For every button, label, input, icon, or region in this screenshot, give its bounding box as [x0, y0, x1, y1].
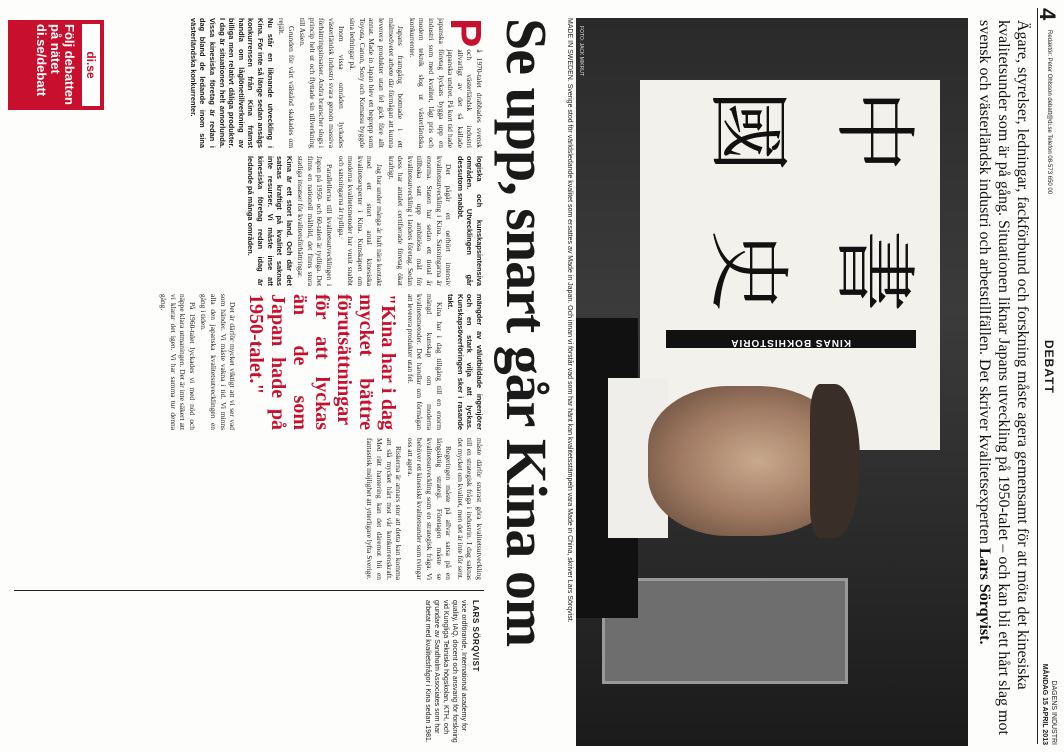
- article-column-3: [8, 294, 484, 430]
- paragraph: å 1970-talet drabbades svensk och västerländsk industri allvarligt av det så kallade japanska undret. På kort tid hade japanska företag lyckats bygga upp en industri som med kvalitet, lågt pris och modern teknik slog ut västerländska konkurrenter.: [407, 18, 484, 148]
- top-rule: [1037, 8, 1038, 744]
- paragraph: Jag har under många år haft nära kontakt med ett stort antal kinesiska kvalitetsexperter i Kina. Kunskapen om moderna kvalitetsmetoder har vuxit snabbt och satsningarna är tydliga.: [336, 156, 385, 286]
- paragraph-lead: logiska och kunskapsintensiva områden. Utvecklingen går dessutom snabbt.: [455, 156, 484, 286]
- paragraph-lead: mängder av välutbildade ingenjörer och en stark vilja att lyckas. Kunskapsöverföringen sker i rasande takt.: [446, 294, 484, 430]
- ingress: [974, 20, 1032, 740]
- issue-date: MÅNDAG 15 APRIL 2013: [1041, 663, 1048, 745]
- editor-line: Redaktör: Peter Ohlsson debatt@di.se Telefon 08-573 650 00: [1046, 30, 1052, 195]
- photo-credit: FOTO: JACK MIKRUT: [578, 26, 584, 76]
- pull-quote: "Kina har i dag mycket bättre förutsättningar för att lyckas än de som Japan hade på 1950-talet.": [245, 294, 400, 430]
- paragraph: Inom vissa områden lyckades västerländsk industri svara genom massiva förbättringsinsatser. Andra branscher slogs i princip helt ut och flyttade sin tillverkning till Asien.: [298, 18, 346, 148]
- bio-name: LARS SÖRQVIST: [471, 600, 480, 672]
- paper-name: DAGENS INDUSTRI: [1050, 680, 1057, 745]
- headline: Se upp, snart går Kina om: [494, 18, 559, 647]
- column-rule: [14, 590, 484, 591]
- ingress-text: Ägare, styrelser, ledningar, fackförbund och forskning måste agera gemensamt för att möta det kinesiska kvalitetsunder som är på gång. Situationen liknar Japans utveckling på 1950-talet – och kan bli ett hårt slag mot svensk och västerländsk industri och arbetstillfällen. Det skriver kvalitetsexperten: [976, 20, 1031, 735]
- book-char-3: 書: [826, 230, 921, 313]
- paragraph: Parallellerna till kvalitetsutvecklingen i Japan på 1950- och 60-talen är tydliga. Det finns en nationell målbild, det finns stora statliga insatser för kvalitetsförbättringar.: [296, 156, 335, 286]
- paragraph: Grunden för vårt välstånd skakades om rejält.: [277, 18, 296, 148]
- paragraph: Regeringen måste på allvar satsa på en långsiktig strategi. Företagen måste se kvalitetsutveckling som en strategisk fråga. Vi behöver ett kinesiskt kvalitetsunder som tvingar oss att agera.: [405, 438, 454, 580]
- article-photo: [576, 18, 968, 746]
- page-number: 4: [1035, 8, 1060, 21]
- drop-cap: P: [441, 18, 490, 48]
- book-spine: KINAS BOKHISTORIA: [666, 330, 916, 348]
- photo-caption: MADE IN SWEDEN. Sverige stod för världsledande kvalitet som ersattes av Made in Japan. Och innan vi förstår vad som har hänt kan kvalitetsstämpeln vara Made in China, skriver Lars Sörqvist.: [566, 18, 573, 623]
- portrait-hair: [810, 384, 860, 538]
- author-bio: [423, 600, 480, 746]
- section-label: DEBATT: [1042, 340, 1056, 394]
- article-column-2: [8, 156, 484, 286]
- book-char-1: 中: [826, 90, 921, 173]
- book-char-4: 史: [700, 230, 795, 313]
- paragraph: Japans framgång bottnade i ett målmedvetet arbete där förmågan att kunna leverera produkter utan fel gick före allt annat. Made in Japan blev ett begrepp som Toyota, Canon, Sony och Komatsu byggde sina ledningar på.: [348, 18, 406, 148]
- ingress-author: Lars Sörqvist.: [976, 547, 993, 645]
- wall-frame: [602, 578, 848, 684]
- paragraph: Kina har i dag tillgång till en enorm mängd kunskap om moderna kvalitetsmetoder. Det handlar om förmågan att leverera produkter utan fel.: [405, 294, 444, 430]
- article-column-4: [8, 438, 484, 580]
- paper-meta: [1040, 610, 1058, 745]
- paragraph: Riskerna är annars stor att detta kan komma att slå mycket hårt mot vår konkurrenskraft. Med rätt hantering kan det däremot bli en fantastisk möjlighet att ytterligare lyfta Sverige.: [365, 438, 404, 580]
- paragraph-lead: Nu står en liknande utveckling i Kina. För inte så länge sedan ansågs konkurrensen från Kina främst handla om låglönetillverkning av billiga men relativt dåliga produkter. I dag är situationen helt annorlunda. Vissa kinesiska företag är redan i dag bland de ledande inom sina västerländska konkurrenter.: [188, 18, 275, 148]
- paragraph-lead: Kina är ett stort land. Och där det satsas kraftigt på kvalitet saknas inte resurser. Vi måste inse att kinesiska företag redan idag är ledande på många områden.: [246, 156, 294, 286]
- paragraph: måste därför snarast göra kvalitetsutveckling till en strategisk fråga i industrin. I dag saknas det mycket om kvalitet, men det är inte för sent.: [455, 438, 484, 580]
- paragraph: Det pågår en oerhört intensiv kvalitetsutveckling i Kina. Satsningarna är enorma. Staten har sedan ett tiotal år tillbaka satt upp ambitiösa mål för kvalitetsutveckling i landets företag. Sedan dess har antalet certifierade företag ökat kraftigt.: [386, 156, 454, 286]
- promo-text: Följ debatten på nätet di.se/debatt: [34, 24, 77, 105]
- bio-text: vice ordförande, International academy for quality, IAQ, docent och ansvarig för forskning vid Kungliga Tekniska högskolan, KTH, och grundare av Sandholm Associates som har arbetat med kvalitetsfrågor i Kina sedan 1981.: [424, 600, 467, 743]
- book-char-2: 國: [700, 90, 795, 173]
- debate-promo-box: [8, 20, 104, 110]
- paragraph: På 1960-talet lyckades vi med nöd och näppe klara utmaningen. Det är inte säkert att vi klarar det igen. Vi har samma tur denna gång.: [159, 294, 197, 430]
- paragraph: Det är därför mycket viktigt att vi ser vad som händer. Vi måste vakna i tid. Vi minns alla den japanska kvalitetsutvecklingen en gång i tiden.: [199, 294, 238, 430]
- promo-logo: di.se: [82, 24, 100, 106]
